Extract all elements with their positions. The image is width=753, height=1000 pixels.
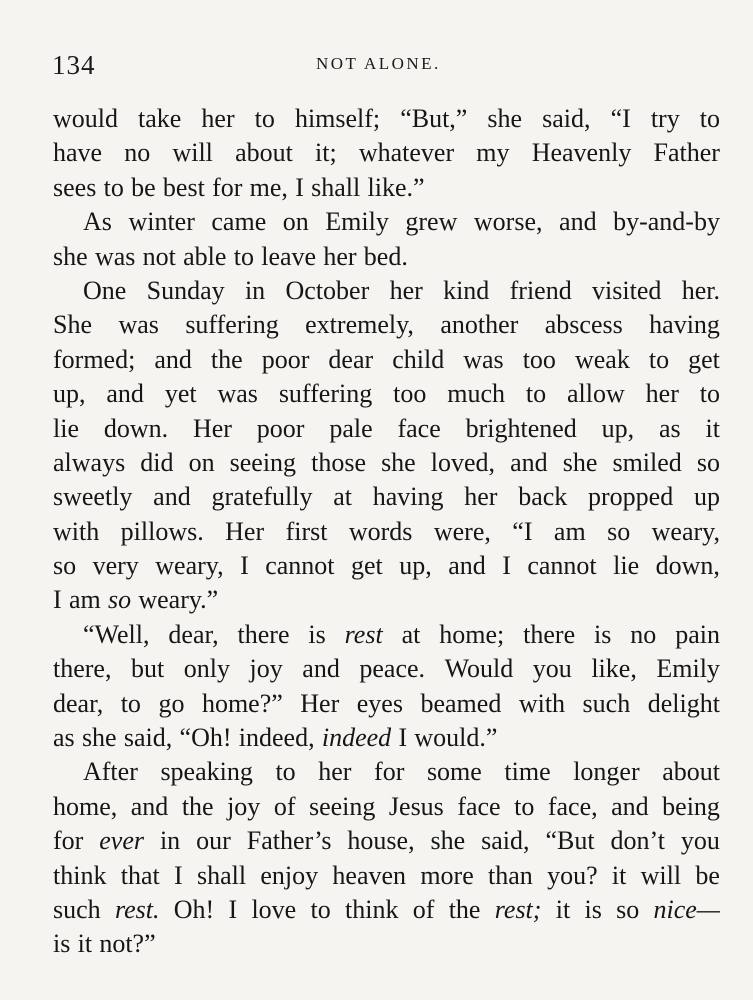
word: with [518, 688, 566, 718]
word: by-and-by [613, 207, 720, 237]
word: would.” [414, 723, 498, 753]
page-number: 134 [52, 50, 96, 80]
text-line [53, 790, 720, 824]
word: to [514, 791, 535, 821]
word: for [374, 757, 405, 787]
word: winter [128, 207, 195, 237]
word: up, [399, 551, 432, 581]
word: to [275, 757, 296, 787]
italic-word: rest [344, 619, 383, 649]
word: so [607, 516, 631, 546]
word: words [348, 516, 413, 546]
word: being [662, 791, 720, 821]
word: for [212, 172, 243, 202]
word: home?” [201, 688, 283, 718]
word: “Well, [83, 619, 150, 649]
word: Heavenly [531, 138, 632, 168]
word: Would [444, 654, 514, 684]
text-line [53, 480, 720, 514]
word: “But [545, 826, 595, 856]
word: on [282, 207, 309, 237]
word: in [244, 275, 266, 305]
word: Oh! [173, 894, 215, 924]
italic-word: rest. [114, 894, 160, 924]
word: such [582, 688, 631, 718]
word: at [401, 619, 421, 649]
word: no [124, 138, 151, 168]
word: I [53, 585, 62, 615]
word: loved, [430, 447, 496, 477]
word: so [696, 447, 720, 477]
word: cannot [265, 551, 335, 581]
page-header [52, 46, 720, 80]
word: go [158, 688, 185, 718]
word: her [318, 757, 352, 787]
word: she [487, 104, 523, 133]
word: try [650, 104, 680, 133]
word: to [103, 172, 124, 202]
word: sweetly [53, 482, 133, 512]
word: having [372, 482, 444, 512]
text-line [53, 412, 720, 446]
word: and [559, 207, 597, 237]
word: you? [547, 860, 598, 890]
word: bed. [363, 241, 408, 271]
word: our [196, 826, 231, 856]
word: brightened [465, 413, 577, 443]
word: get [350, 551, 383, 581]
word: to [699, 104, 720, 133]
word: first [285, 516, 328, 546]
italic-word: ever [99, 826, 145, 856]
word: Her [192, 413, 232, 443]
word: smiled [612, 447, 682, 477]
word: speaking [160, 757, 253, 787]
word: shall [311, 172, 361, 202]
word: longer [573, 757, 640, 787]
text-line [53, 927, 720, 961]
word: cannot [527, 551, 597, 581]
word: Emily [325, 207, 389, 237]
word: be [131, 172, 156, 202]
word: down, [655, 551, 720, 581]
word: visited [592, 275, 662, 305]
word: I [398, 723, 408, 753]
word: shall [196, 860, 247, 890]
word: she [53, 241, 88, 271]
word: and [448, 551, 486, 581]
word: on [188, 447, 215, 477]
italic-word: indeed [321, 723, 392, 753]
word: grew [405, 207, 458, 237]
word: Father’s [246, 826, 332, 856]
word: eyes [356, 688, 403, 718]
word: will [640, 860, 682, 890]
word: so [616, 894, 640, 924]
word: having [649, 310, 720, 340]
word: best [162, 172, 205, 202]
word: not [142, 241, 176, 271]
word: poor [261, 344, 310, 374]
word: Her [225, 516, 265, 546]
word: too [522, 344, 556, 374]
word: her [323, 241, 357, 271]
word: of [412, 894, 435, 924]
word: and [130, 791, 169, 821]
word: delight [647, 688, 720, 718]
word: and [153, 482, 191, 512]
word: such [53, 894, 101, 924]
word: kind [443, 275, 490, 305]
word: Jesus [388, 791, 444, 821]
word: there [237, 619, 290, 649]
word: dear [328, 344, 374, 374]
word: I [502, 551, 511, 581]
word: said, [542, 104, 591, 133]
word: is [594, 619, 612, 649]
word: her [645, 379, 679, 409]
word: at [333, 482, 353, 512]
word: and [106, 379, 144, 409]
word: I [295, 172, 304, 202]
text-line [53, 618, 720, 652]
text-line [53, 515, 720, 549]
word: only [183, 654, 230, 684]
word: lie [613, 551, 640, 581]
word: pillows. [120, 516, 204, 546]
text-line [53, 755, 720, 789]
text-line [53, 240, 720, 274]
word: very [92, 551, 139, 581]
word: there, [53, 654, 112, 684]
word: As [83, 207, 112, 237]
word: think [345, 894, 399, 924]
word: joy [249, 654, 283, 684]
word: poor [256, 413, 305, 443]
word: my [476, 138, 510, 168]
word: worse, [473, 207, 543, 237]
word: like.” [367, 172, 425, 202]
word: the [181, 791, 214, 821]
word: seeing [229, 447, 297, 477]
word: After [83, 757, 138, 787]
word: get [688, 344, 720, 374]
word: it [555, 894, 571, 924]
word: it [705, 413, 720, 443]
word: have [53, 138, 103, 168]
word: than [488, 860, 533, 890]
text-line [53, 274, 720, 308]
word: dear, [168, 619, 219, 649]
word: “I [512, 516, 533, 546]
word: enjoy [260, 860, 319, 890]
text-line [53, 721, 720, 755]
word: would [53, 104, 118, 133]
word: about [662, 757, 720, 787]
word: was [94, 241, 136, 271]
word: suffering [278, 379, 373, 409]
word: as [658, 413, 681, 443]
word: able [183, 241, 227, 271]
word: pale [329, 413, 373, 443]
word: up, [601, 413, 635, 443]
word: peace. [359, 654, 426, 684]
word: not?” [99, 929, 156, 959]
word: indeed, [238, 723, 315, 753]
word: time [504, 757, 551, 787]
word: her. [681, 275, 720, 305]
word: came [211, 207, 267, 237]
running-title: NOT ALONE. [316, 54, 441, 73]
word: to [120, 688, 141, 718]
word: much [447, 379, 505, 409]
text-line [53, 343, 720, 377]
word: her [389, 275, 423, 305]
word: no [630, 619, 657, 649]
text-line [53, 652, 720, 686]
word: She [53, 310, 92, 340]
text-line [53, 171, 720, 205]
word: Sunday [146, 275, 225, 305]
word: her [201, 104, 235, 133]
word: her [464, 482, 498, 512]
word: dear, [53, 688, 104, 718]
word: she [81, 723, 117, 753]
word: and [302, 654, 340, 684]
italic-word: rest; [494, 894, 542, 924]
word: more [420, 860, 474, 890]
word: pain [675, 619, 720, 649]
word: lie [53, 413, 79, 443]
word: is [584, 894, 602, 924]
word: like, [591, 654, 637, 684]
word: of [273, 791, 296, 821]
word: weary, [651, 516, 720, 546]
word: I [174, 860, 183, 890]
text-line [53, 549, 720, 583]
body-text [53, 102, 720, 962]
word: extremely, [305, 310, 414, 340]
word: propped [588, 482, 674, 512]
word: down. [103, 413, 169, 443]
word: will [172, 138, 213, 168]
text-line [53, 859, 720, 893]
word: beamed [420, 688, 502, 718]
word: and [611, 791, 649, 821]
word: Her [300, 688, 340, 718]
word: to [254, 104, 275, 133]
word: face [457, 791, 501, 821]
word: weak [574, 344, 630, 374]
word: too [393, 379, 427, 409]
word: whatever [358, 138, 455, 168]
word: One [83, 275, 127, 305]
word: it [611, 860, 627, 890]
word: gratefully [211, 482, 313, 512]
word: weary, [155, 551, 224, 581]
word: “Oh! [179, 723, 232, 753]
word: she [562, 447, 598, 477]
text-line [53, 102, 720, 136]
word: another [440, 310, 519, 340]
word: about [235, 138, 293, 168]
word: don’t [610, 826, 665, 856]
word: was [463, 344, 504, 374]
word: and [510, 447, 548, 477]
word: up [693, 482, 720, 512]
word: with [53, 516, 100, 546]
word: for [53, 826, 84, 856]
word: as [53, 723, 75, 753]
word: always [53, 447, 126, 477]
word: face [397, 413, 441, 443]
word: I [240, 551, 249, 581]
word: was [217, 379, 258, 409]
word: allow [567, 379, 625, 409]
word: child [392, 344, 445, 374]
word: the [448, 894, 481, 924]
word: were, [433, 516, 491, 546]
word: seeing [308, 791, 376, 821]
word: it [77, 929, 93, 959]
word: you [532, 654, 572, 684]
italic-word: nice— [653, 894, 720, 924]
word: am [553, 516, 586, 546]
word: leave [261, 241, 317, 271]
text-line [53, 308, 720, 342]
word: to [699, 379, 720, 409]
word: it; [315, 138, 337, 168]
word: take [138, 104, 182, 133]
word: said, [481, 826, 530, 856]
word: joy [227, 791, 261, 821]
text-line [53, 136, 720, 170]
word: friend [509, 275, 572, 305]
word: yet [164, 379, 197, 409]
text-line [53, 205, 720, 239]
text-line [53, 583, 720, 617]
italic-word: so [107, 585, 132, 615]
word: said, [123, 723, 173, 753]
word: was [118, 310, 159, 340]
word: that [120, 860, 160, 890]
word: weary.” [138, 585, 219, 615]
word: some [426, 757, 482, 787]
word: the [210, 344, 243, 374]
word: to [648, 344, 670, 374]
word: so [53, 551, 77, 581]
word: but [131, 654, 165, 684]
word: did [140, 447, 174, 477]
word: she [430, 826, 466, 856]
word: formed; [53, 344, 136, 374]
word: be [695, 860, 720, 890]
text-line [53, 446, 720, 480]
word: is [308, 619, 326, 649]
word: “I [610, 104, 631, 133]
word: abscess [544, 310, 623, 340]
word: suffering [185, 310, 279, 340]
word: in [159, 826, 181, 856]
word: there [523, 619, 576, 649]
word: am [68, 585, 101, 615]
word: Emily [656, 654, 720, 684]
word: October [285, 275, 370, 305]
word: those [311, 447, 366, 477]
word: love [251, 894, 297, 924]
word: back [518, 482, 568, 512]
word: himself; [294, 104, 381, 133]
word: think [53, 860, 107, 890]
word: you [680, 826, 720, 856]
text-line [53, 377, 720, 411]
word: is [53, 929, 71, 959]
text-line [53, 687, 720, 721]
word: face, [547, 791, 598, 821]
word: home; [439, 619, 505, 649]
word: house, [347, 826, 415, 856]
word: up, [53, 379, 86, 409]
word: I [228, 894, 238, 924]
word: to [310, 894, 331, 924]
word: Father [653, 138, 720, 168]
word: “But,” [400, 104, 468, 133]
text-line [53, 893, 720, 927]
word: and [154, 344, 192, 374]
word: heaven [332, 860, 407, 890]
text-line [53, 824, 720, 858]
word: sees [53, 172, 97, 202]
word: she [381, 447, 416, 477]
word: to [233, 241, 254, 271]
word: to [525, 379, 547, 409]
word: home, [53, 791, 118, 821]
word: me, [249, 172, 288, 202]
